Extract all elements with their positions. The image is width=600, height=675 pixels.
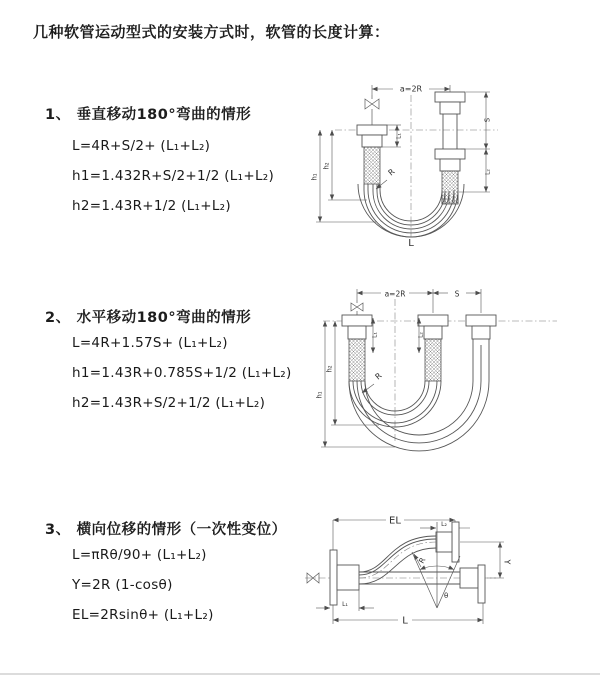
section-3-title: 横向位移的情形（一次性变位） (76, 522, 287, 538)
dimension-l1 (316, 590, 374, 611)
left-hose-end-flange (357, 125, 387, 184)
fixed-end-flange (330, 550, 359, 605)
radius-label: R (416, 555, 428, 565)
dim-label-l: L (402, 615, 408, 627)
fixed-end-flange (342, 315, 372, 381)
dim-label-s: S (483, 117, 492, 123)
dim-label-a2r: a=2R (399, 84, 423, 94)
valve-icon (351, 300, 363, 315)
section-2-formula-h2: h2=1.43R+S/2+1/2 (L₁+L₂) (72, 395, 266, 411)
dim-label-s: S (454, 289, 460, 299)
dim-label-a2r: a=2R (384, 289, 406, 299)
moving-end-flange-position-1 (418, 315, 448, 381)
dimension-l (333, 603, 483, 627)
braided-hose-section (364, 147, 380, 184)
braided-hose-section (425, 339, 441, 381)
radius-label: R (386, 167, 397, 178)
dim-label-l2: L₂ (484, 169, 492, 175)
diagram-vertical-180-bend (310, 80, 555, 252)
section-2-title: 水平移动180°弯曲的情形 (76, 310, 252, 326)
dim-label-h1: h₁ (310, 173, 319, 181)
dim-label-el: EL (389, 515, 401, 527)
section-3-formula-Y: Y=2R (1-cosθ) (72, 577, 173, 593)
section-3-formula-EL: EL=2Rsinθ+ (L₁+L₂) (72, 607, 214, 623)
section-2-heading (45, 306, 251, 327)
diagram-horizontal-180-bend (315, 285, 570, 460)
displaced-end-flange (436, 522, 459, 562)
dimension-s (461, 92, 492, 149)
document-title: 几种软管运动型式的安装方式时，软管的长度计算： (33, 23, 390, 41)
section-3-heading (45, 518, 287, 539)
dim-label-y: Y (502, 559, 512, 565)
section-1-heading (45, 103, 251, 124)
dimension-h2 (323, 130, 368, 200)
dim-label-l2: L₂ (441, 521, 447, 528)
dim-label-l1: L₁ (342, 601, 348, 608)
dim-label-h2: h₂ (325, 365, 334, 373)
section-1-title: 垂直移动180°弯曲的情形 (76, 107, 252, 123)
radius-label: R (373, 371, 384, 382)
dimension-s (433, 289, 481, 313)
braided-hose-section (349, 339, 365, 381)
original-position-pipe (359, 565, 485, 603)
section-2-formula-h1: h1=1.43R+0.785S+1/2 (L₁+L₂) (72, 365, 292, 381)
section-1-formula-L: L=4R+S/2+ (L₁+L₂) (72, 138, 211, 154)
section-1-formula-h1: h1=1.432R+S/2+1/2 (L₁+L₂) (72, 168, 275, 184)
dim-label-l1: L₁ (395, 133, 403, 139)
section-3-formula-L: L=πRθ/90+ (L₁+L₂) (72, 547, 207, 563)
section-1-formula-h2: h2=1.43R+1/2 (L₁+L₂) (72, 198, 231, 214)
section-2-number: 2、 (45, 310, 71, 326)
radius-callout (414, 554, 427, 567)
dim-label-l1: L₁ (371, 332, 379, 338)
angle-label: θ (444, 592, 449, 600)
dim-label-h1: h₁ (315, 391, 324, 399)
dimension-l1 (372, 318, 379, 353)
dim-label-h2: h₂ (322, 162, 331, 170)
section-1-number: 1、 (45, 107, 71, 123)
dim-label-l2: L₂ (417, 332, 425, 338)
length-label: L (408, 238, 414, 249)
diagram-lateral-displacement (300, 508, 590, 643)
dimension-l2 (420, 521, 470, 528)
section-2-formula-L: L=4R+1.57S+ (L₁+L₂) (72, 335, 228, 351)
right-hose-end-flange (435, 92, 465, 204)
valve-icon (365, 95, 379, 125)
moving-end-flange-position-2 (466, 315, 496, 345)
section-3-number: 3、 (45, 522, 71, 538)
